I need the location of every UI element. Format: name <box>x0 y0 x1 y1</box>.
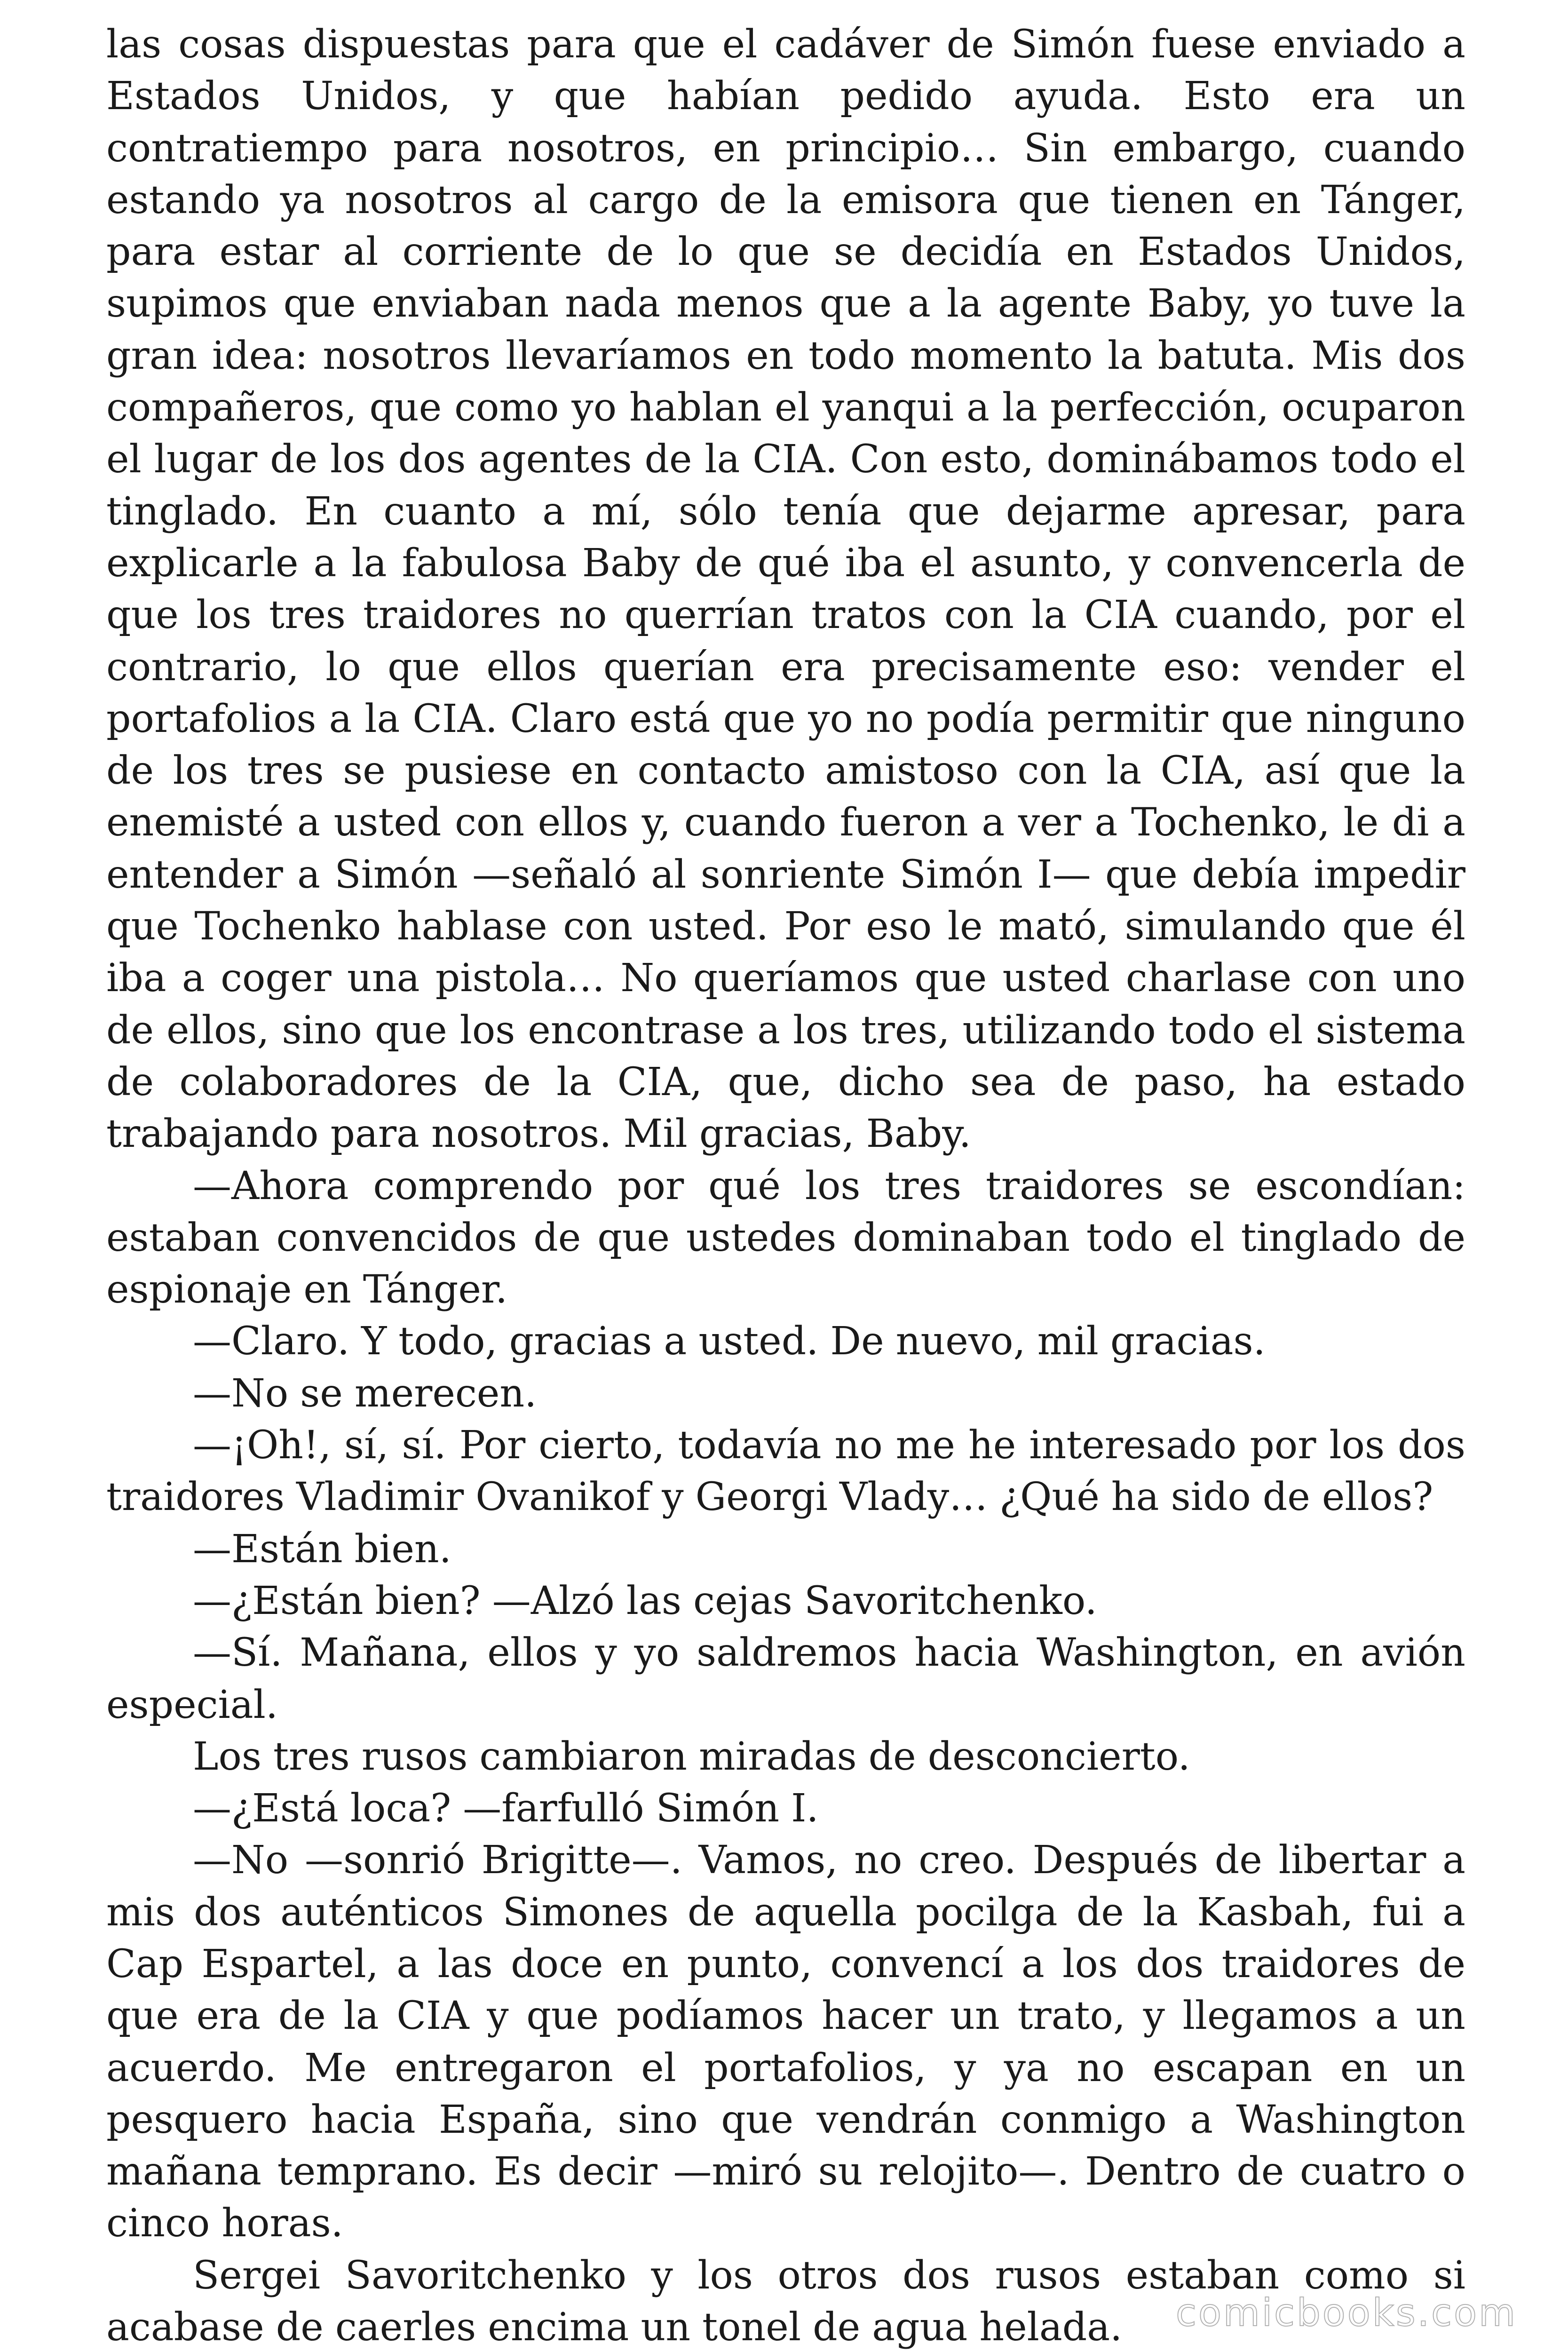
paragraph-5: —¡Oh!, sí, sí. Por cierto, todavía no me he interesado por los dos traidores Vladimir Ovanikof y Georgi Vlady… ¿Qué ha sido de ellos? <box>106 1423 1465 1520</box>
page-body <box>106 19 1465 2352</box>
paragraph-9: Los tres rusos cambiaron miradas de desconcierto. <box>193 1734 1190 1779</box>
paragraph-7: —¿Están bien? —Alzó las cejas Savoritchenko. <box>193 1578 1097 1623</box>
paragraph-3: —Claro. Y todo, gracias a usted. De nuevo, mil gracias. <box>193 1319 1266 1364</box>
paragraph-11: —No —sonrió Brigitte—. Vamos, no creo. Después de libertar a mis dos auténticos Simones de aquella pocilga de la Kasbah, fui a Cap Espartel, a las doce en punto, convencí a los dos traidores de que era de la CIA y que podíamos hacer un trato, y llegamos a un acuerdo. Me entregaron el portafolios, y ya no escapan en un pesquero hacia España, sino que vendrán conmigo a Washington mañana temprano. Es decir —miró su relojito—. Dentro de cuatro o cinco horas. <box>106 1838 1465 2246</box>
paragraph-6: —Están bien. <box>193 1526 451 1572</box>
paragraph-1: las cosas dispuestas para que el cadáver de Simón fuese enviado a Estados Unidos, y que habían pedido ayuda. Esto era un contratiempo para nosotros, en principio… Sin embargo, cuando estando ya nosotros al cargo de la emisora que tienen en Tánger, para estar al corriente de lo que se decidía en Estados Unidos, supimos que enviaban nada menos que a la agente Baby, yo tuve la gran idea: nosotros llevaríamos en todo momento la batuta. Mis dos compañeros, que como yo hablan el yanqui a la perfección, ocuparon el lugar de los dos agentes de la CIA. Con esto, dominábamos todo el tinglado. En cuanto a mí, sólo tenía que dejarme apresar, para explicarle a la fabulosa Baby de qué iba el asunto, y convencerla de que los tres traidores no querrían tratos con la CIA cuando, por el contrario, lo que ellos querían era precisamente eso: vender el portafolios a la CIA. Claro está que yo no podía permitir que ninguno de los tres se pusiese en contacto amistoso con la CIA, así que la enemisté a usted con ellos y, cuando fueron a ver a Tochenko, le di a entender a Simón —señaló al sonriente Simón I— que debía impedir que Tochenko hablase con usted. Por eso le mató, simulando que él iba a coger una pistola… No queríamos que usted charlase con uno de ellos, sino que los encontrase a los tres, utilizando todo el sistema de colaboradores de la CIA, que, dicho sea de paso, ha estado trabajando para nosotros. Mil gracias, Baby. <box>106 22 1465 1157</box>
paragraph-8: —Sí. Mañana, ellos y yo saldremos hacia Washington, en avión especial. <box>106 1630 1465 1727</box>
paragraph-4: —No se merecen. <box>193 1371 537 1416</box>
paragraph-2: —Ahora comprendo por qué los tres traidores se escondían: estaban convencidos de que ustedes dominaban todo el tinglado de espionaje en Tánger. <box>106 1163 1465 1312</box>
watermark: comicbooks.com <box>1175 2291 1517 2335</box>
paragraph-12: Sergei Savoritchenko y los otros dos rusos estaban como si acabase de caerles encima un tonel de agua helada. <box>106 2253 1465 2350</box>
paragraph-10: —¿Está loca? —farfulló Simón I. <box>193 1786 819 1831</box>
